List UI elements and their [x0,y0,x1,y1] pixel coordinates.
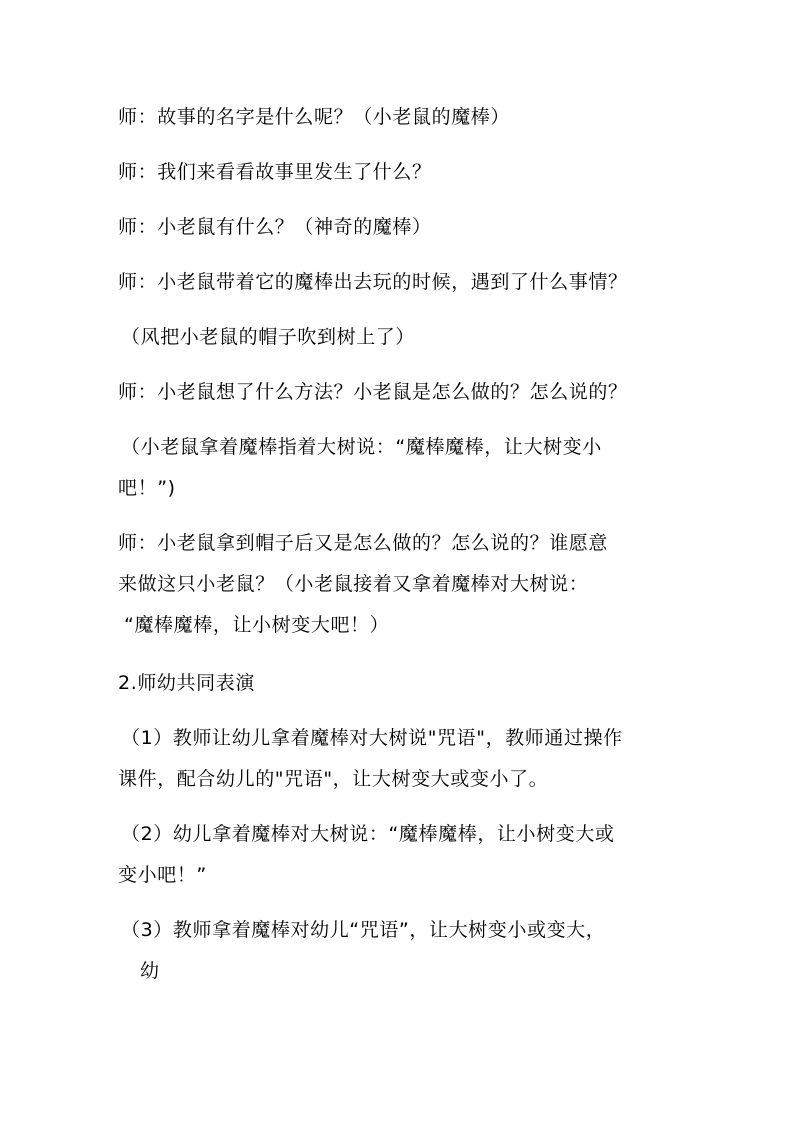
section-heading: 2.师幼共同表演 [118,672,255,694]
paragraph-line: 课件，配合幼儿的"咒语"，让大树变大或变小了。 [118,768,549,790]
paragraph-line: （1）教师让幼儿拿着魔棒对大树说"咒语"，教师通过操作 [121,727,623,749]
paragraph-line: 师：我们来看看故事里发生了什么？ [118,161,432,183]
paragraph-line: 师：小老鼠想了什么方法？小老鼠是怎么做的？怎么说的？ [118,381,628,403]
paragraph-line: 师：小老鼠拿到帽子后又是怎么做的？怎么说的？谁愿意 [118,532,609,554]
paragraph-line: 师：小老鼠带着它的魔棒出去玩的时候，遇到了什么事情？ [118,271,628,293]
paragraph-line: （风把小老鼠的帽子吹到树上了） [121,326,416,348]
paragraph-line: 师：小老鼠有什么？（神奇的魔棒） [118,216,432,238]
paragraph-line: 来做这只小老鼠？（小老鼠接着又拿着魔棒对大树说： [118,573,589,595]
paragraph-line: 幼 [140,960,160,982]
paragraph-line: （2）幼儿拿着魔棒对大树说：“魔棒魔棒，让小树变大或 [121,823,615,845]
paragraph-line: （小老鼠拿着魔棒指着大树说：“魔棒魔棒，让大树变小 [121,436,602,458]
paragraph-line: 吧！”) [118,477,176,499]
paragraph-line: 师：故事的名字是什么呢？（小老鼠的魔棒） [118,106,511,128]
paragraph-line: 变小吧！” [118,864,207,886]
paragraph-line: “魔棒魔棒，让小树变大吧！） [124,614,390,636]
paragraph-line: （3）教师拿着魔棒对幼儿“咒语”，让大树变小或变大， [121,919,606,941]
